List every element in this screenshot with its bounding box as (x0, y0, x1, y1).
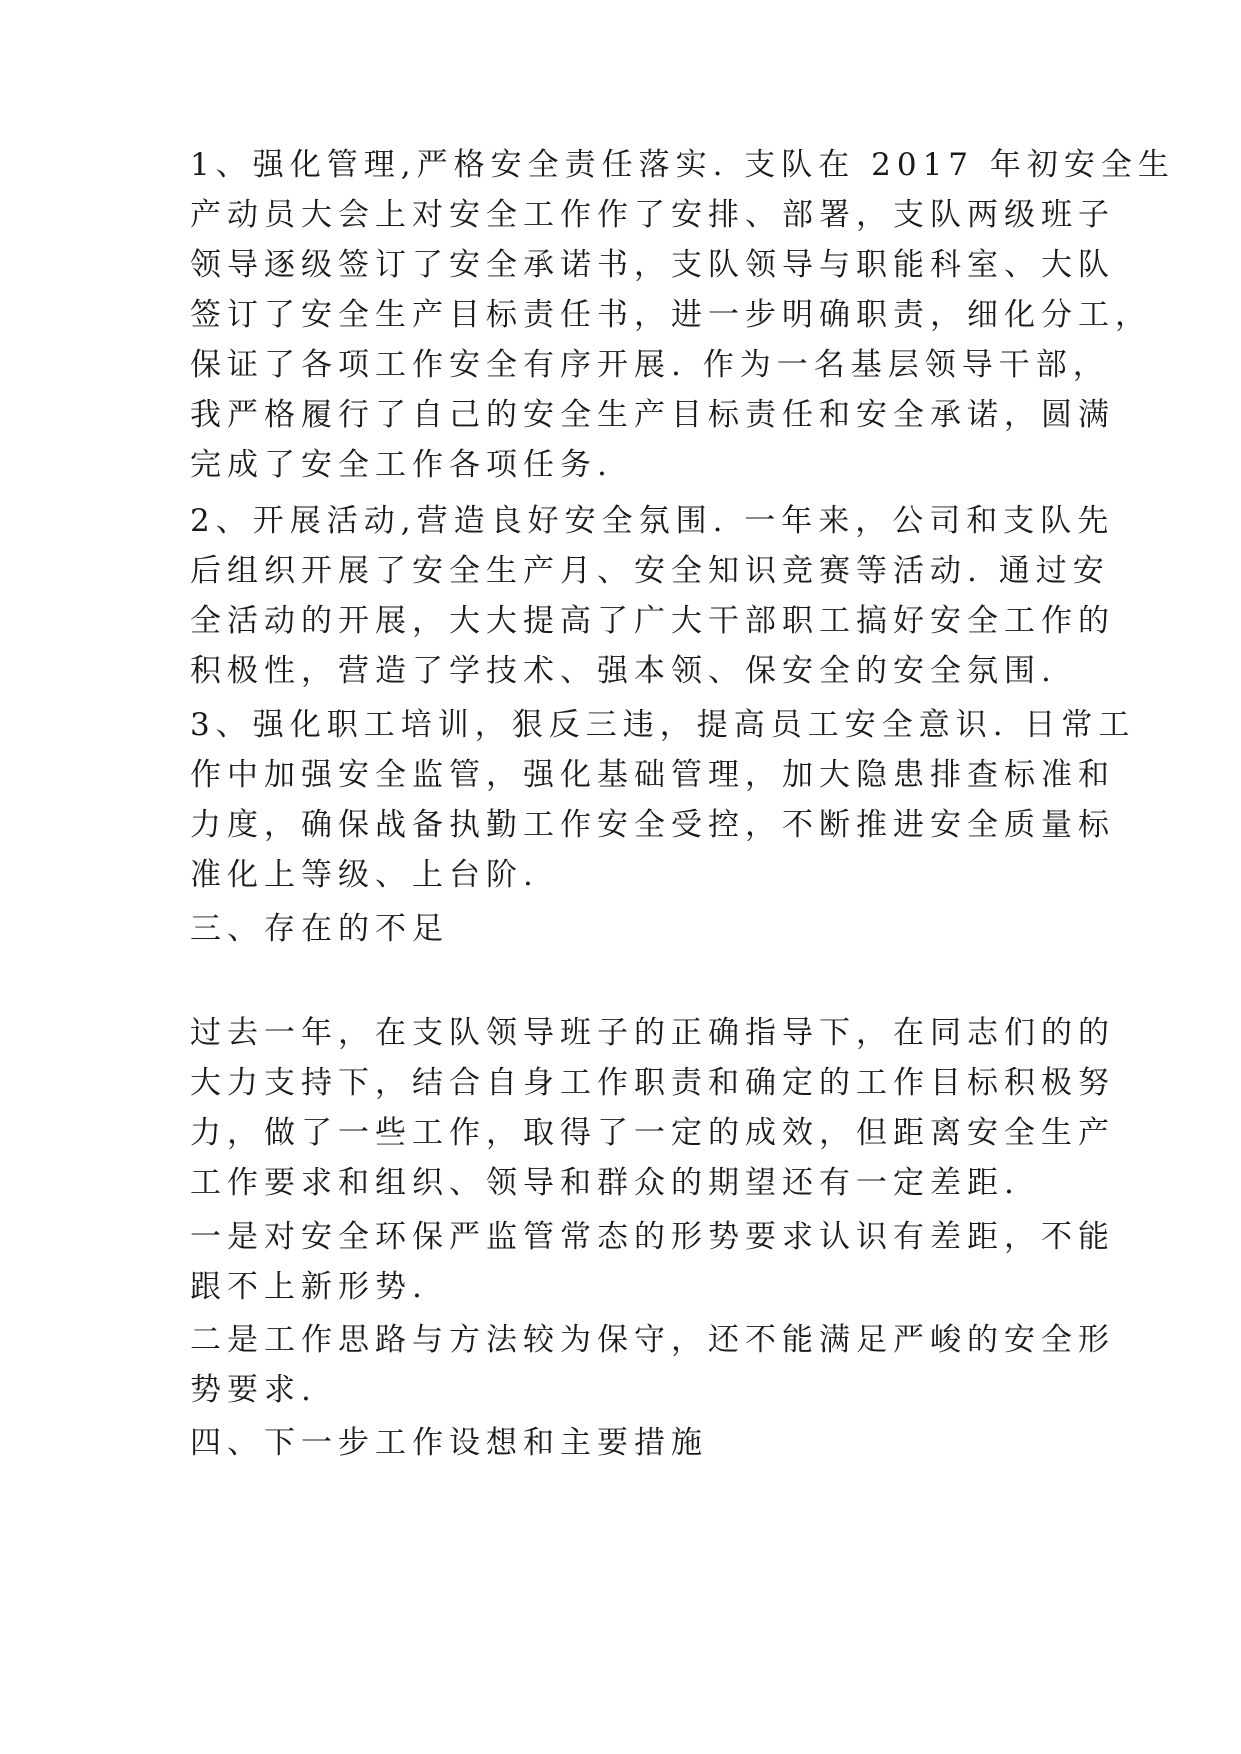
paragraph-shortcoming-one (190, 1212, 1115, 1312)
text-line: 领导逐级签订了安全承诺书，支队领导与职能科室、大队 (190, 247, 1115, 283)
paragraph-safety-activities (190, 496, 1115, 696)
text-line: 1、强化管理,严格安全责任落实. 支队在 2017 年初安全生 (190, 147, 1175, 183)
text-line: 二是工作思路与方法较为保守，还不能满足严峻的安全形 (190, 1322, 1115, 1358)
text-line: 全活动的开展，大大提高了广大干部职工搞好安全工作的 (190, 603, 1115, 639)
text-line: 2、开展活动,营造良好安全氛围. 一年来，公司和支队先 (190, 503, 1115, 539)
text-line: 后组织开展了安全生产月、安全知识竞赛等活动. 通过安 (190, 553, 1110, 589)
text-line: 大力支持下，结合自身工作职责和确定的工作目标积极努 (190, 1065, 1115, 1101)
text-line: 产动员大会上对安全工作作了安排、部署，支队两级班子 (190, 197, 1115, 233)
paragraph-shortcoming-two (190, 1315, 1115, 1415)
section-heading-next-steps (190, 1418, 1060, 1468)
text-line: 过去一年，在支队领导班子的正确指导下，在同志们的的 (190, 1015, 1115, 1051)
heading-text: 三、存在的不足 (190, 911, 449, 947)
heading-text: 四、下一步工作设想和主要措施 (190, 1425, 708, 1461)
text-line: 势要求. (190, 1372, 317, 1408)
paragraph-safety-responsibility (190, 140, 1175, 490)
text-line: 完成了安全工作各项任务. (190, 447, 613, 483)
text-line: 3、强化职工培训，狠反三违，提高员工安全意识. 日常工 (190, 707, 1136, 743)
text-line: 我严格履行了自己的安全生产目标责任和安全承诺，圆满 (190, 397, 1115, 433)
text-line: 力度，确保战备执勤工作安全受控，不断推进安全质量标 (190, 807, 1115, 843)
text-line: 准化上等级、上台阶. (190, 857, 539, 893)
text-line: 跟不上新形势. (190, 1269, 428, 1305)
text-line: 作中加强安全监管，强化基础管理，加大隐患排查标准和 (190, 757, 1115, 793)
text-line: 积极性，营造了学技术、强本领、保安全的安全氛围. (190, 653, 1057, 689)
text-line: 工作要求和组织、领导和群众的期望还有一定差距. (190, 1165, 1020, 1201)
text-line: 一是对安全环保严监管常态的形势要求认识有差距，不能 (190, 1219, 1115, 1255)
text-line: 签订了安全生产目标责任书，进一步明确职责，细化分工， (190, 297, 1152, 333)
section-heading-shortcomings (190, 904, 1060, 954)
paragraph-staff-training (190, 700, 1136, 900)
text-line: 力，做了一些工作，取得了一定的成效，但距离安全生产 (190, 1115, 1115, 1151)
text-line: 保证了各项工作安全有序开展. 作为一名基层领导干部， (190, 347, 1110, 383)
paragraph-past-year-summary (190, 1008, 1115, 1208)
